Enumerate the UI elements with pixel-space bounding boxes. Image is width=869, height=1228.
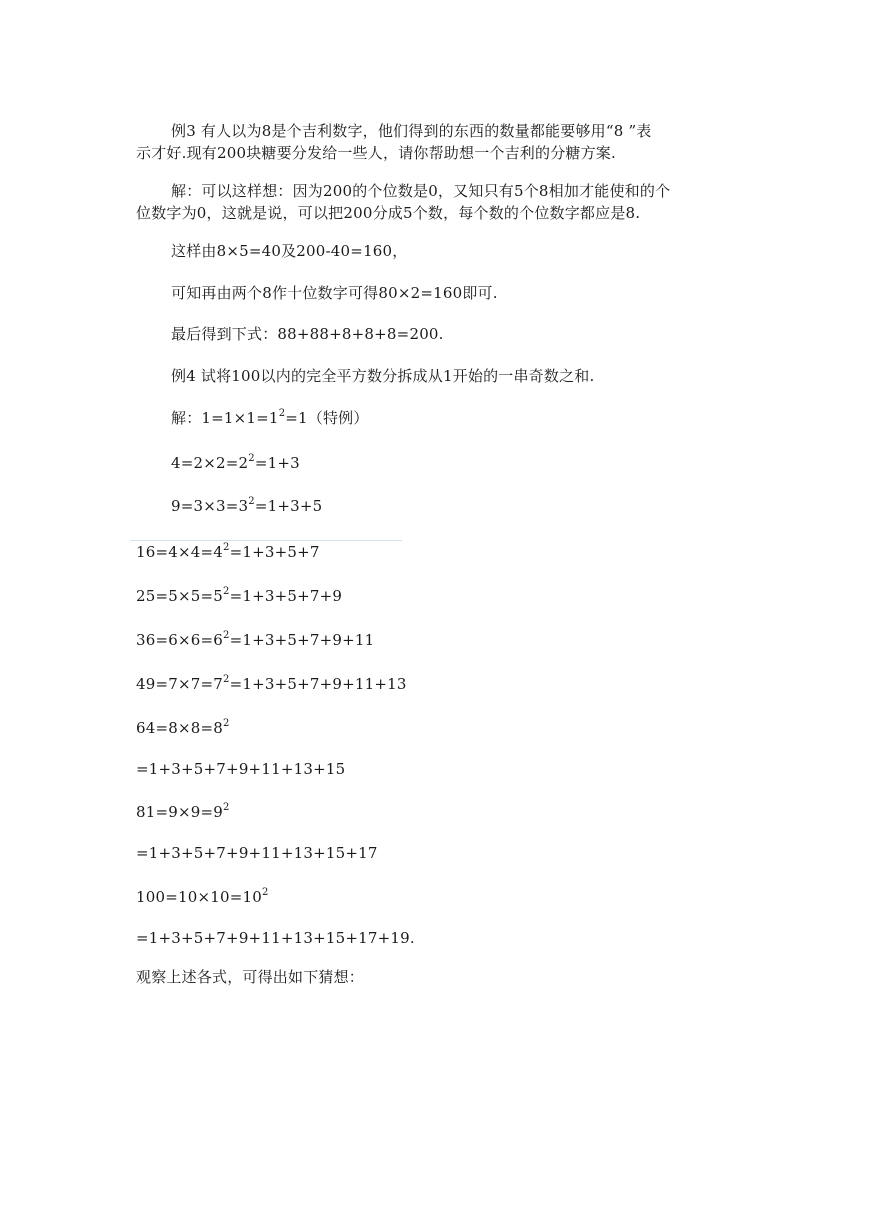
solution4-row (136, 801, 230, 823)
row-lhs: 16=4×4=4 (136, 543, 224, 561)
row-lhs: 64=8×8=8 (136, 719, 224, 737)
row-rhs: =1+3+5+7 (229, 543, 320, 561)
solution4-row (136, 629, 374, 651)
solution4-row (136, 842, 378, 864)
row-lhs: 49=7×7=7 (136, 675, 224, 693)
row-lhs: =1+3+5+7+9+11+13+15+17 (136, 844, 378, 862)
row-exponent: 2 (223, 802, 230, 813)
row-lhs: 解：1=1×1=1 (171, 409, 279, 427)
example4-statement: 例4 试将100以内的完全平方数分拆成从1开始的一串奇数之和. (171, 367, 595, 385)
solution4-row (171, 407, 369, 429)
solution4-row (171, 495, 322, 517)
row-lhs: 36=6×6=6 (136, 631, 224, 649)
solution3-step3: 最后得到下式：88+88+8+8+8=200. (171, 325, 444, 343)
row-rhs: =1+3+5 (254, 497, 323, 515)
row-exponent: 2 (223, 718, 230, 729)
row-exponent: 2 (278, 408, 286, 419)
solution4-row (136, 758, 345, 780)
example3-line2: 示才好.现有200块糖要分发给一些人，请你帮助想一个吉利的分糖方案. (136, 144, 616, 162)
row-lhs: 4=2×2=2 (171, 454, 249, 472)
row-lhs: 9=3×3=3 (171, 497, 249, 515)
row-exponent: 2 (248, 453, 255, 464)
row-lhs: 81=9×9=9 (136, 803, 224, 821)
solution3-step2: 可知再由两个8作十位数字可得80×2=160即可. (171, 284, 498, 302)
row-lhs: =1+3+5+7+9+11+13+15 (136, 760, 346, 778)
example3-line1: 例3 有人以为8是个吉利数字，他们得到的东西的数量都能要够用“8 ”表 (171, 122, 652, 140)
row-exponent: 2 (262, 887, 269, 898)
solution4-row (136, 585, 342, 607)
row-exponent: 2 (248, 496, 255, 507)
solution4-row (136, 927, 415, 949)
row-exponent: 2 (223, 674, 230, 685)
solution4-row (136, 541, 320, 563)
conclusion-text: 观察上述各式，可得出如下猜想： (136, 968, 365, 986)
row-lhs: 100=10×10=10 (136, 888, 262, 906)
solution4-row (171, 452, 300, 474)
row-rhs: =1+3 (254, 454, 300, 472)
solution4-row (136, 717, 230, 739)
row-rhs: =1+3+5+7+9+11+13 (229, 675, 407, 693)
solution4-row (136, 673, 407, 695)
solution3-step1: 这样由8×5=40及200-40=160， (171, 242, 408, 260)
row-exponent: 2 (223, 586, 230, 597)
solution4-row (136, 886, 269, 908)
row-rhs: =1+3+5+7+9+11 (229, 631, 375, 649)
row-rhs: =1（特例） (285, 409, 369, 427)
row-lhs: =1+3+5+7+9+11+13+15+17+19. (136, 929, 415, 947)
solution3-line2: 位数字为0，这就是说，可以把200分成5个数，每个数的个位数字都应是8. (136, 204, 641, 222)
solution3-line1: 解：可以这样想：因为200的个位数是0，又知只有5个8相加才能使和的个 (171, 182, 671, 200)
row-lhs: 25=5×5=5 (136, 587, 224, 605)
row-exponent: 2 (223, 630, 230, 641)
row-exponent: 2 (223, 542, 230, 553)
row-rhs: =1+3+5+7+9 (229, 587, 343, 605)
